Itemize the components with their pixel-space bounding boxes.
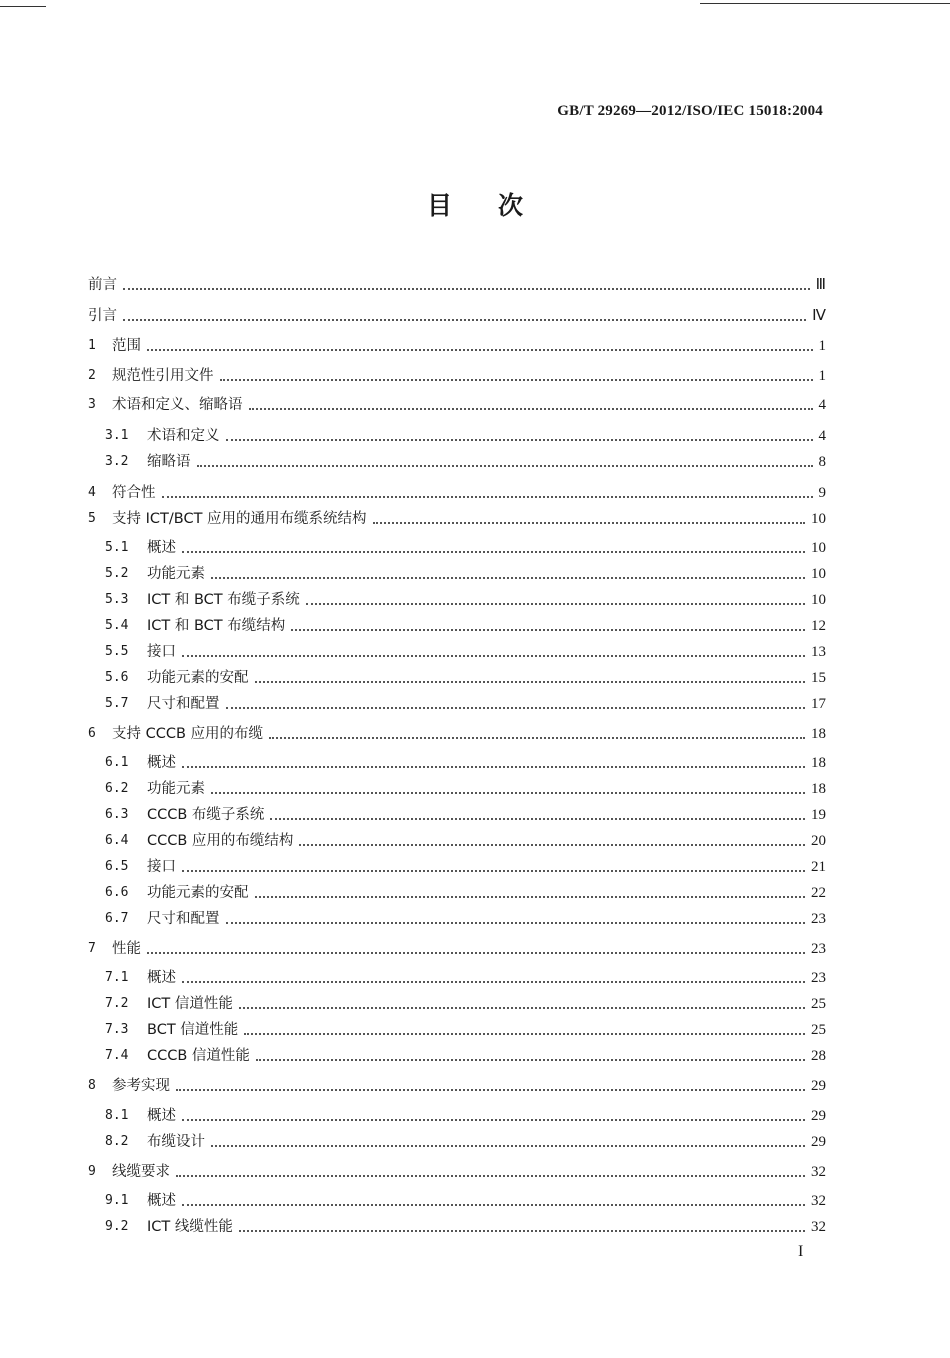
- toc-entry-number: 6.6: [105, 885, 129, 900]
- toc-entry-label: 功能元素: [147, 566, 205, 582]
- toc-entry[interactable]: [105, 589, 826, 611]
- toc-dot-leader: [270, 818, 805, 820]
- toc-entry-label: ICT 和 BCT 布缆结构: [147, 618, 286, 634]
- toc-dot-leader: [182, 981, 805, 983]
- toc-entry-label: 概述: [147, 1193, 176, 1209]
- toc-entry-page: 10: [811, 511, 826, 527]
- toc-entry-label: ICT 线缆性能: [147, 1219, 233, 1235]
- toc-entry-label: 范围: [112, 338, 141, 354]
- toc-entry-page: 1: [818, 338, 826, 354]
- toc-entry-number: 7.4: [105, 1048, 129, 1063]
- toc-dot-leader: [211, 577, 805, 579]
- toc-dot-leader: [123, 288, 810, 290]
- toc-entry-page: 32: [811, 1164, 826, 1180]
- toc-dot-leader: [147, 952, 805, 954]
- toc-entry[interactable]: [105, 752, 826, 774]
- toc-entry-page: 17: [811, 696, 826, 712]
- toc-entry-label: 符合性: [112, 485, 156, 501]
- toc-entry[interactable]: [105, 451, 826, 473]
- toc-entry-page: 25: [811, 1022, 826, 1038]
- toc-entry-number: 5: [88, 511, 96, 526]
- toc-dot-leader: [299, 844, 805, 846]
- toc-entry-label: ICT 和 BCT 布缆子系统: [147, 592, 300, 608]
- toc-entry-number: 9: [88, 1164, 96, 1179]
- toc-dot-leader: [182, 551, 805, 553]
- toc-entry-label: 概述: [147, 540, 176, 556]
- toc-entry-number: 6.7: [105, 911, 129, 926]
- toc-entry-page: 25: [811, 996, 826, 1012]
- toc-entry-label: 前言: [88, 277, 117, 293]
- toc-dot-leader: [211, 792, 805, 794]
- toc-entry-label: 性能: [112, 941, 141, 957]
- toc-entry-number: 6.3: [105, 807, 129, 822]
- toc-entry[interactable]: [105, 993, 826, 1015]
- document-id: GB/T 29269—2012/ISO/IEC 15018:2004: [557, 103, 823, 119]
- toc-entry[interactable]: [88, 508, 826, 530]
- toc-entry[interactable]: [88, 335, 826, 357]
- toc-entry-page: 10: [811, 566, 826, 582]
- toc-dot-leader: [162, 496, 813, 498]
- toc-entry-label: BCT 信道性能: [147, 1022, 239, 1038]
- toc-entry[interactable]: [88, 723, 826, 745]
- toc-entry-page: 23: [811, 970, 826, 986]
- toc-entry-label: 概述: [147, 755, 176, 771]
- toc-entry-number: 6.5: [105, 859, 129, 874]
- toc-entry-label: 术语和定义: [147, 428, 220, 444]
- toc-entry[interactable]: [105, 1216, 826, 1238]
- toc-entry[interactable]: [105, 1131, 826, 1153]
- toc-entry-page: 1: [818, 368, 826, 384]
- toc-entry-label: 尺寸和配置: [147, 696, 220, 712]
- toc-entry-page: 12: [811, 618, 826, 634]
- toc-entry-page: 23: [811, 941, 826, 957]
- toc-entry-number: 6.4: [105, 833, 129, 848]
- toc-entry[interactable]: [105, 1105, 826, 1127]
- toc-dot-leader: [291, 629, 805, 631]
- toc-entry-page: 18: [811, 781, 826, 797]
- title-char: 次: [498, 191, 524, 220]
- toc-entry-number: 9.2: [105, 1219, 129, 1234]
- toc-dot-leader: [269, 737, 805, 739]
- toc-entry[interactable]: [105, 908, 826, 930]
- toc-entry-label: 功能元素的安配: [147, 670, 249, 686]
- toc-entry[interactable]: [105, 1019, 826, 1041]
- toc-entry-number: 2: [88, 368, 96, 383]
- toc-entry[interactable]: [88, 938, 826, 960]
- toc-entry-number: 8.2: [105, 1134, 129, 1149]
- toc-entry-page: 15: [811, 670, 826, 686]
- toc-entry-number: 8.1: [105, 1108, 129, 1123]
- toc-dot-leader: [239, 1230, 805, 1232]
- toc-entry-number: 6: [88, 726, 96, 741]
- toc-entry[interactable]: [105, 693, 826, 715]
- toc-dot-leader: [256, 1059, 805, 1061]
- toc-entry-page: 8: [818, 454, 826, 470]
- toc-entry-label: CCCB 应用的布缆结构: [147, 833, 294, 849]
- toc-entry-label: 规范性引用文件: [112, 368, 214, 384]
- toc-entry-label: CCCB 布缆子系统: [147, 807, 265, 823]
- toc-dot-leader: [211, 1145, 805, 1147]
- toc-entry-label: 参考实现: [112, 1078, 170, 1094]
- toc-dot-leader: [197, 465, 813, 467]
- toc-entry-number: 5.6: [105, 670, 129, 685]
- scan-artifact-line: [0, 6, 46, 7]
- toc-entry-page: 18: [811, 755, 826, 771]
- toc-entry[interactable]: [105, 563, 826, 585]
- toc-entry-page: 4: [818, 397, 826, 413]
- toc-entry[interactable]: [105, 778, 826, 800]
- toc-dot-leader: [176, 1089, 805, 1091]
- toc-entry-number: 1: [88, 338, 96, 353]
- toc-entry-page: 21: [811, 859, 826, 875]
- toc-dot-leader: [147, 349, 813, 351]
- toc-entry-page: 32: [811, 1219, 826, 1235]
- toc-entry-number: 5.5: [105, 644, 129, 659]
- toc-entry-page: 9: [818, 485, 826, 501]
- toc-dot-leader: [182, 870, 805, 872]
- toc-entry[interactable]: [88, 482, 826, 504]
- toc-entry-page: 10: [811, 540, 826, 556]
- toc-dot-leader: [182, 655, 805, 657]
- toc-entry[interactable]: [105, 856, 826, 878]
- scan-artifact-line: [700, 3, 950, 4]
- toc-entry-page: 22: [811, 885, 826, 901]
- toc-entry[interactable]: [105, 537, 826, 559]
- toc-entry-number: 9.1: [105, 1193, 129, 1208]
- toc-entry-label: 接口: [147, 644, 176, 660]
- toc-entry-label: 支持 ICT/BCT 应用的通用布缆系统结构: [112, 511, 367, 527]
- toc-entry-number: 3.1: [105, 428, 129, 443]
- toc-entry-label: 功能元素: [147, 781, 205, 797]
- toc-entry-page: 29: [811, 1078, 826, 1094]
- toc-entry-number: 5.1: [105, 540, 129, 555]
- toc-entry[interactable]: [105, 667, 826, 689]
- toc-entry[interactable]: [105, 615, 826, 637]
- toc-entry-page: Ⅲ: [815, 277, 826, 293]
- toc-dot-leader: [220, 379, 813, 381]
- toc-entry-label: ICT 信道性能: [147, 996, 233, 1012]
- toc-dot-leader: [226, 439, 813, 441]
- toc-entry[interactable]: [105, 830, 826, 852]
- toc-dot-leader: [123, 319, 806, 321]
- toc-dot-leader: [239, 1007, 805, 1009]
- toc-entry-label: 引言: [88, 308, 117, 324]
- toc-dot-leader: [255, 681, 806, 683]
- toc-dot-leader: [182, 1204, 805, 1206]
- toc-entry-label: 尺寸和配置: [147, 911, 220, 927]
- toc-entry-page: Ⅳ: [812, 308, 826, 324]
- toc-entry-number: 3: [88, 397, 96, 412]
- toc-entry[interactable]: [105, 882, 826, 904]
- toc-entry[interactable]: [105, 1190, 826, 1212]
- toc-entry-number: 5.2: [105, 566, 129, 581]
- toc-entry-number: 7.3: [105, 1022, 129, 1037]
- toc-entry-label: 布缆设计: [147, 1134, 205, 1150]
- toc-dot-leader: [226, 707, 806, 709]
- toc-entry-label: 支持 CCCB 应用的布缆: [112, 726, 264, 742]
- toc-entry-number: 8: [88, 1078, 96, 1093]
- page-number: I: [798, 1243, 804, 1260]
- toc-entry[interactable]: [105, 804, 826, 826]
- toc-entry-label: 概述: [147, 970, 176, 986]
- toc-entry-number: 3.2: [105, 454, 129, 469]
- toc-entry-page: 18: [811, 726, 826, 742]
- toc-entry[interactable]: [105, 425, 826, 447]
- toc-entry-page: 20: [811, 833, 826, 849]
- toc-dot-leader: [306, 603, 805, 605]
- toc-entry[interactable]: [88, 1161, 826, 1183]
- toc-entry[interactable]: [88, 1075, 826, 1097]
- toc-entry-number: 4: [88, 485, 96, 500]
- toc-entry-page: 29: [811, 1108, 826, 1124]
- toc-entry-page: 23: [811, 911, 826, 927]
- toc-dot-leader: [182, 766, 805, 768]
- toc-entry[interactable]: [105, 641, 826, 663]
- toc-dot-leader: [176, 1175, 805, 1177]
- toc-entry-number: 6.1: [105, 755, 129, 770]
- toc-entry-label: 缩略语: [147, 454, 191, 470]
- toc-entry-number: 5.4: [105, 618, 129, 633]
- toc-entry-page: 28: [811, 1048, 826, 1064]
- toc-entry[interactable]: [88, 305, 826, 327]
- toc-entry[interactable]: [88, 365, 826, 387]
- toc-entry-number: 6.2: [105, 781, 129, 796]
- toc-entry-page: 32: [811, 1193, 826, 1209]
- toc-entry[interactable]: [88, 274, 826, 296]
- toc-dot-leader: [244, 1033, 805, 1035]
- toc-dot-leader: [255, 896, 806, 898]
- page-title: [0, 186, 950, 222]
- toc-entry-page: 19: [811, 807, 826, 823]
- toc-entry[interactable]: [105, 967, 826, 989]
- toc-entry-page: 13: [811, 644, 826, 660]
- toc-dot-leader: [249, 408, 813, 410]
- toc-entry-page: 4: [818, 428, 826, 444]
- toc-entry-page: 10: [811, 592, 826, 608]
- toc-entry-label: CCCB 信道性能: [147, 1048, 250, 1064]
- toc-entry-number: 7.1: [105, 970, 129, 985]
- toc-dot-leader: [373, 522, 805, 524]
- toc-entry-label: 功能元素的安配: [147, 885, 249, 901]
- toc-entry-label: 概述: [147, 1108, 176, 1124]
- toc-entry-label: 线缆要求: [112, 1164, 170, 1180]
- toc-entry-page: 29: [811, 1134, 826, 1150]
- toc-entry-number: 7.2: [105, 996, 129, 1011]
- toc-dot-leader: [226, 922, 806, 924]
- toc-entry-number: 7: [88, 941, 96, 956]
- toc-entry-label: 术语和定义、缩略语: [112, 397, 243, 413]
- title-char: 目: [426, 191, 452, 220]
- toc-entry[interactable]: [88, 394, 826, 416]
- toc-entry-number: 5.7: [105, 696, 129, 711]
- toc-entry-number: 5.3: [105, 592, 129, 607]
- toc-dot-leader: [182, 1119, 805, 1121]
- toc-entry-label: 接口: [147, 859, 176, 875]
- toc-entry[interactable]: [105, 1045, 826, 1067]
